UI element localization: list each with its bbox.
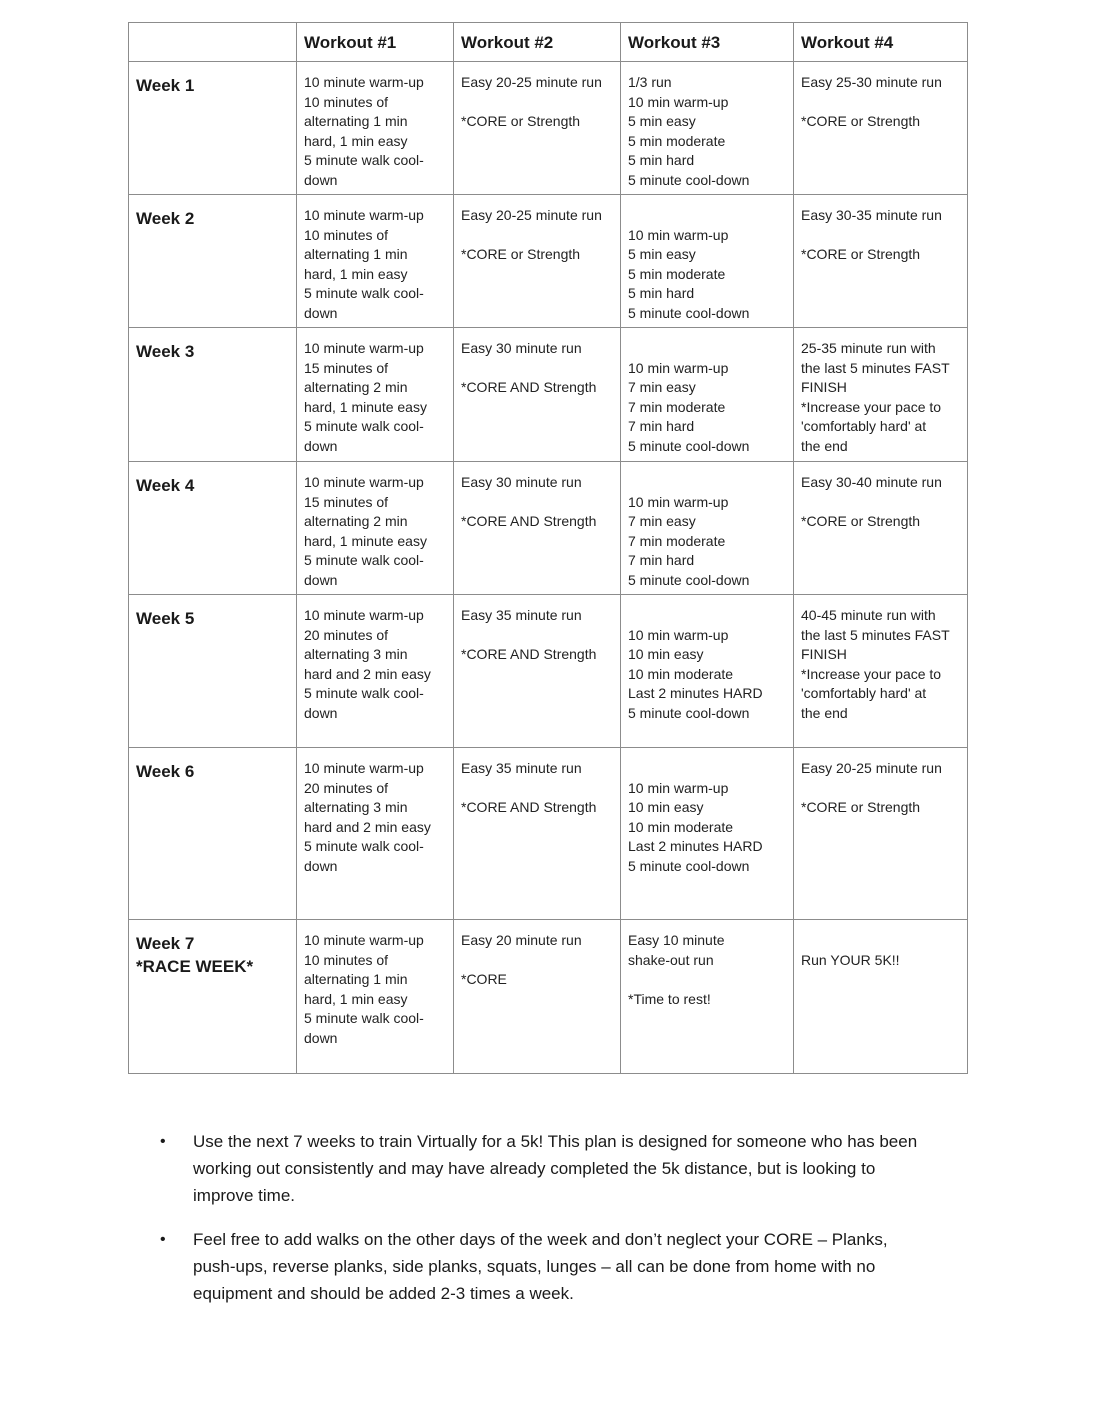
week-label-cell (129, 462, 297, 595)
workout-line (461, 93, 616, 113)
workout-line: 5 minute cool-down (628, 857, 750, 874)
workout-line (801, 493, 963, 513)
workout-line: 10 min warm-up (628, 779, 729, 796)
workout-line: 7 min hard (628, 418, 695, 435)
workout-1-cell (297, 595, 454, 748)
workout-line: *CORE or Strength (801, 513, 921, 530)
workout-2-cell (454, 195, 621, 328)
header-workout-3: Workout #3 (621, 23, 794, 62)
workout-line: Easy 20-25 minute run (461, 74, 602, 90)
workout-line: 10 min easy (628, 646, 704, 663)
workout-2-cell (454, 920, 621, 1074)
workout-line: 10 minutes of (304, 951, 389, 968)
workout-2-cell (454, 462, 621, 595)
workout-line: 20 minutes of (304, 626, 389, 643)
workout-line: alternating 3 min (304, 799, 408, 816)
workout-line (628, 970, 789, 990)
note-line: improve time. (193, 1186, 296, 1205)
week-label-cell (129, 748, 297, 920)
workout-line: *CORE (461, 971, 507, 988)
workout-3-cell (621, 62, 794, 195)
workout-4-cell (794, 920, 968, 1074)
workout-line: 5 minute walk cool- (304, 1010, 424, 1027)
workout-4-cell (794, 595, 968, 748)
workout-2-cell (454, 748, 621, 920)
workout-line (628, 759, 789, 779)
workout-line: the end (801, 704, 848, 721)
workout-line: Easy 30-35 minute run (801, 207, 942, 223)
week-label: Week 3 (136, 342, 195, 361)
workout-line (461, 951, 616, 971)
workout-line: the last 5 minutes FAST (801, 626, 950, 643)
workout-line: *CORE or Strength (801, 113, 921, 130)
workout-line: down (304, 1029, 338, 1046)
workout-line: alternating 1 min (304, 971, 408, 988)
note-line: Use the next 7 weeks to train Virtually for a 5k! This plan is designed for someone who has been (193, 1132, 918, 1151)
workout-line: down (304, 571, 338, 588)
workout-line: Easy 35 minute run (461, 607, 582, 623)
workout-line: 5 minute walk cool- (304, 838, 424, 855)
note-text (193, 1226, 980, 1307)
notes-list (160, 1128, 980, 1307)
header-workout-2: Workout #2 (454, 23, 621, 62)
note-line: push-ups, reverse planks, side planks, squats, lunges – all can be done from home with no (193, 1257, 876, 1276)
workout-3-cell (621, 328, 794, 462)
workout-line: 10 minutes of (304, 226, 389, 243)
workout-line: Easy 20-25 minute run (801, 760, 942, 776)
table-row (129, 195, 968, 328)
workout-line: 15 minutes of (304, 359, 389, 376)
workout-4-cell (794, 195, 968, 328)
workout-line: hard, 1 min easy (304, 265, 408, 282)
workout-1-cell (297, 195, 454, 328)
workout-line: 5 min moderate (628, 132, 726, 149)
note-item (160, 1226, 980, 1307)
workout-line: 20 minutes of (304, 779, 389, 796)
workout-2-cell (454, 328, 621, 462)
workout-line: 1/3 run (628, 74, 672, 90)
bullet-icon: • (160, 1133, 166, 1150)
workout-line: 5 min hard (628, 152, 695, 169)
table-header-row (129, 23, 968, 62)
workout-3-cell (621, 748, 794, 920)
workout-line: 5 minute cool-down (628, 171, 750, 188)
workout-line: 5 minute cool-down (628, 571, 750, 588)
workout-line: 10 minute warm-up (304, 932, 424, 948)
workout-line: *CORE AND Strength (461, 513, 597, 530)
week-label-cell (129, 62, 297, 195)
workout-line: 40-45 minute run with (801, 607, 936, 623)
workout-1-cell (297, 62, 454, 195)
header-blank (129, 23, 297, 62)
workout-line: 7 min moderate (628, 532, 726, 549)
workout-line (461, 493, 616, 513)
workout-line: 5 min hard (628, 285, 695, 302)
workout-line (628, 206, 789, 226)
table-row (129, 462, 968, 595)
note-item (160, 1128, 980, 1209)
workout-line: 5 minute walk cool- (304, 152, 424, 169)
workout-1-cell (297, 328, 454, 462)
workout-line: 10 minute warm-up (304, 74, 424, 90)
workout-line: 10 minute warm-up (304, 760, 424, 776)
workout-line: 10 min warm-up (628, 359, 729, 376)
workout-line: the end (801, 437, 848, 454)
workout-line: *Increase your pace to (801, 398, 942, 415)
workout-line: Easy 20-25 minute run (461, 207, 602, 223)
workout-line: *CORE AND Strength (461, 379, 597, 396)
workout-line: Easy 10 minute (628, 932, 725, 948)
week-label: Week 4 (136, 476, 195, 495)
workout-line: down (304, 857, 338, 874)
workout-line (801, 931, 963, 951)
workout-line (461, 359, 616, 379)
workout-line: *CORE or Strength (801, 246, 921, 263)
workout-line: Easy 20 minute run (461, 932, 582, 948)
workout-4-cell (794, 62, 968, 195)
workout-line: FINISH (801, 379, 847, 396)
workout-line: 10 min warm-up (628, 93, 729, 110)
workout-line: *Increase your pace to (801, 665, 942, 682)
workout-line: Easy 30 minute run (461, 474, 582, 490)
workout-line: Last 2 minutes HARD (628, 838, 763, 855)
workout-line: the last 5 minutes FAST (801, 359, 950, 376)
workout-line: alternating 1 min (304, 113, 408, 130)
week-label: Week 1 (136, 76, 195, 95)
workout-line: 7 min easy (628, 513, 696, 530)
workout-line: *Time to rest! (628, 990, 711, 1007)
workout-line: *CORE or Strength (801, 799, 921, 816)
note-text (193, 1128, 980, 1209)
workout-line: Easy 35 minute run (461, 760, 582, 776)
workout-line: 5 minute walk cool- (304, 285, 424, 302)
workout-line: 5 minute cool-down (628, 437, 750, 454)
workout-3-cell (621, 462, 794, 595)
workout-line: *CORE or Strength (461, 246, 581, 263)
workout-1-cell (297, 748, 454, 920)
workout-line: 10 min moderate (628, 818, 734, 835)
workout-line: Easy 30 minute run (461, 340, 582, 356)
workout-1-cell (297, 920, 454, 1074)
workout-line (801, 93, 963, 113)
training-plan-table (128, 22, 968, 1074)
workout-line (628, 339, 789, 359)
workout-line: shake-out run (628, 951, 714, 968)
workout-line (801, 226, 963, 246)
workout-line: Easy 30-40 minute run (801, 474, 942, 490)
week-label: Week 6 (136, 762, 195, 781)
workout-line: Run YOUR 5K!! (801, 951, 900, 968)
workout-line: hard, 1 minute easy (304, 398, 427, 415)
workout-line: 10 min warm-up (628, 626, 729, 643)
workout-line: 5 min moderate (628, 265, 726, 282)
note-line: equipment and should be added 2-3 times a week. (193, 1284, 574, 1303)
workout-line (801, 779, 963, 799)
workout-line: 15 minutes of (304, 493, 389, 510)
workout-line: hard, 1 min easy (304, 990, 408, 1007)
workout-4-cell (794, 328, 968, 462)
week-label-cell (129, 920, 297, 1074)
workout-3-cell (621, 195, 794, 328)
workout-line: Last 2 minutes HARD (628, 685, 763, 702)
workout-line: 10 minute warm-up (304, 340, 424, 356)
workout-line (461, 226, 616, 246)
workout-line: 5 minute walk cool- (304, 685, 424, 702)
workout-line: FINISH (801, 646, 847, 663)
workout-line: alternating 1 min (304, 246, 408, 263)
workout-line: 'comfortably hard' at (801, 685, 927, 702)
workout-1-cell (297, 462, 454, 595)
workout-line: 7 min moderate (628, 398, 726, 415)
workout-line: down (304, 304, 338, 321)
workout-line: down (304, 171, 338, 188)
workout-4-cell (794, 748, 968, 920)
workout-line: 7 min hard (628, 552, 695, 569)
workout-3-cell (621, 920, 794, 1074)
workout-line: 5 minute cool-down (628, 704, 750, 721)
workout-line: alternating 3 min (304, 646, 408, 663)
workout-line: hard, 1 minute easy (304, 532, 427, 549)
workout-line: 5 minute cool-down (628, 304, 750, 321)
workout-line: down (304, 704, 338, 721)
header-workout-4: Workout #4 (794, 23, 968, 62)
workout-line: hard and 2 min easy (304, 818, 431, 835)
workout-line (628, 473, 789, 493)
week-label: Week 7 (136, 934, 195, 953)
workout-line: 10 min warm-up (628, 493, 729, 510)
workout-line: 10 minute warm-up (304, 207, 424, 223)
table-row (129, 62, 968, 195)
note-line: working out consistently and may have already completed the 5k distance, but is looking to (193, 1159, 876, 1178)
workout-line (461, 779, 616, 799)
workout-line: 25-35 minute run with (801, 340, 936, 356)
week-label: *RACE WEEK* (136, 957, 254, 976)
workout-2-cell (454, 595, 621, 748)
workout-line (628, 606, 789, 626)
week-label: Week 5 (136, 609, 195, 628)
week-label: Week 2 (136, 209, 195, 228)
workout-line: down (304, 437, 338, 454)
workout-line: alternating 2 min (304, 513, 408, 530)
workout-4-cell (794, 462, 968, 595)
week-label-cell (129, 328, 297, 462)
workout-line: 5 minute walk cool- (304, 418, 424, 435)
week-label-cell (129, 195, 297, 328)
workout-line: 5 min easy (628, 113, 696, 130)
workout-line: 5 minute walk cool- (304, 552, 424, 569)
workout-line: 10 min warm-up (628, 226, 729, 243)
workout-line: *CORE AND Strength (461, 646, 597, 663)
workout-line: hard, 1 min easy (304, 132, 408, 149)
table-row (129, 920, 968, 1074)
workout-line: 10 minute warm-up (304, 607, 424, 623)
workout-3-cell (621, 595, 794, 748)
workout-line: *CORE or Strength (461, 113, 581, 130)
workout-line: 'comfortably hard' at (801, 418, 927, 435)
workout-2-cell (454, 62, 621, 195)
week-label-cell (129, 595, 297, 748)
workout-line (461, 626, 616, 646)
workout-line: alternating 2 min (304, 379, 408, 396)
table-row (129, 328, 968, 462)
table-row (129, 748, 968, 920)
note-line: Feel free to add walks on the other days of the week and don’t neglect your CORE – Planks, (193, 1230, 888, 1249)
workout-line: 10 min moderate (628, 665, 734, 682)
workout-line: 10 minute warm-up (304, 474, 424, 490)
workout-line: 7 min easy (628, 379, 696, 396)
workout-line: 10 min easy (628, 799, 704, 816)
workout-line: 5 min easy (628, 246, 696, 263)
workout-line: hard and 2 min easy (304, 665, 431, 682)
workout-line: 10 minutes of (304, 93, 389, 110)
header-workout-1: Workout #1 (297, 23, 454, 62)
bullet-icon: • (160, 1231, 166, 1248)
workout-line: Easy 25-30 minute run (801, 74, 942, 90)
workout-line: *CORE AND Strength (461, 799, 597, 816)
table-row (129, 595, 968, 748)
